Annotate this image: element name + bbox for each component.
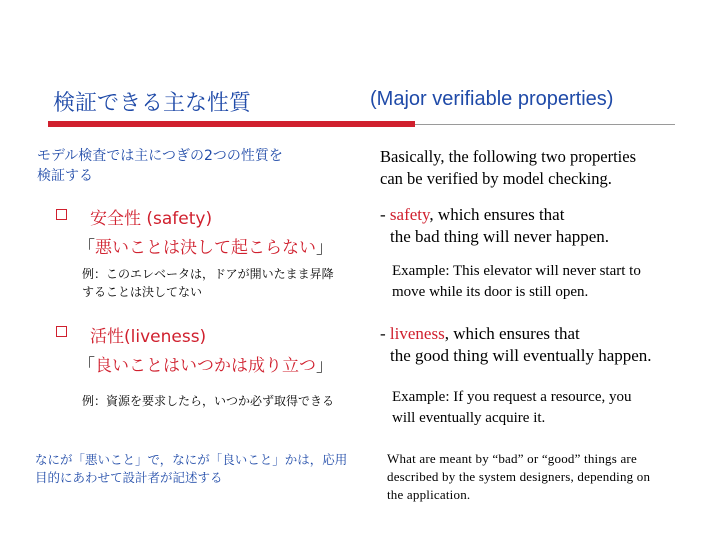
liveness-example-english-line1: Example: If you request a resource, you — [392, 389, 632, 405]
liveness-heading: 活性(liveness) — [90, 327, 207, 347]
intro-japanese-line2: 検証する — [37, 168, 93, 184]
safety-english-prefix: - — [380, 205, 390, 224]
safety-heading: 安全性 (safety) — [90, 209, 213, 229]
liveness-example-japanese: 例：資源を要求したら，いつか必ず取得できる — [82, 394, 335, 408]
liveness-example-english-line2: will eventually acquire it. — [392, 410, 546, 426]
title-divider-red — [48, 121, 415, 127]
liveness-bullet-icon — [56, 326, 67, 337]
liveness-english-term: liveness — [389, 324, 445, 343]
liveness-english-line1 — [380, 323, 710, 345]
safety-english-term: safety — [389, 205, 430, 224]
liveness-english-line2: the good thing will eventually happen. — [390, 346, 652, 365]
intro-japanese-line1: モデル検査では主につぎの2つの性質を — [37, 148, 283, 164]
safety-example-english-line2: move while its door is still open. — [392, 284, 589, 300]
safety-english-rest: , which ensures that — [429, 205, 565, 224]
intro-english — [380, 146, 710, 190]
safety-english-line2: the bad thing will never happen. — [390, 227, 610, 246]
safety-bullet-icon — [56, 209, 67, 220]
note-japanese-line1: なにが「悪いこと」で，なにが「良いこと」かは，応用 — [35, 452, 348, 467]
safety-example-japanese-line2: することは決してない — [82, 285, 203, 299]
safety-quote-close: 」 — [316, 238, 333, 258]
note-japanese-line2: 目的にあわせて設計者が記述する — [35, 470, 223, 485]
safety-english — [380, 204, 710, 248]
safety-example-japanese-line1: 例：このエレベータは，ドアが開いたまま昇降 — [82, 267, 334, 281]
safety-quote-open: 「 — [78, 238, 95, 258]
slide-title-english: (Major verifiable properties) — [370, 88, 614, 110]
note-english — [387, 450, 707, 504]
safety-quote — [78, 233, 333, 258]
liveness-quote-open: 「 — [78, 356, 95, 376]
note-japanese — [35, 451, 365, 487]
intro-english-line1: Basically, the following two properties — [380, 147, 636, 166]
liveness-quote-close: 」 — [316, 356, 333, 376]
slide-title-japanese: 検証できる主な性質 — [53, 91, 252, 116]
liveness-english — [380, 323, 710, 367]
intro-japanese — [37, 146, 367, 186]
note-english-line1: What are meant by “bad” or “good” things are — [387, 451, 637, 466]
safety-example-english — [392, 261, 712, 303]
intro-english-line2: can be verified by model checking. — [380, 169, 612, 188]
safety-example-japanese — [82, 265, 372, 301]
liveness-example-english — [392, 387, 712, 429]
safety-quote-text: 悪いことは決して起こらない — [95, 238, 316, 258]
safety-english-line1 — [380, 204, 710, 226]
note-english-line2: described by the system designers, depending on — [387, 469, 651, 484]
liveness-english-prefix: - — [380, 324, 390, 343]
liveness-quote-text: 良いことはいつかは成り立つ — [95, 356, 316, 376]
note-english-line3: the application. — [387, 487, 471, 502]
safety-example-english-line1: Example: This elevator will never start to — [392, 263, 641, 279]
liveness-quote — [78, 351, 333, 376]
liveness-english-rest: , which ensures that — [444, 324, 580, 343]
